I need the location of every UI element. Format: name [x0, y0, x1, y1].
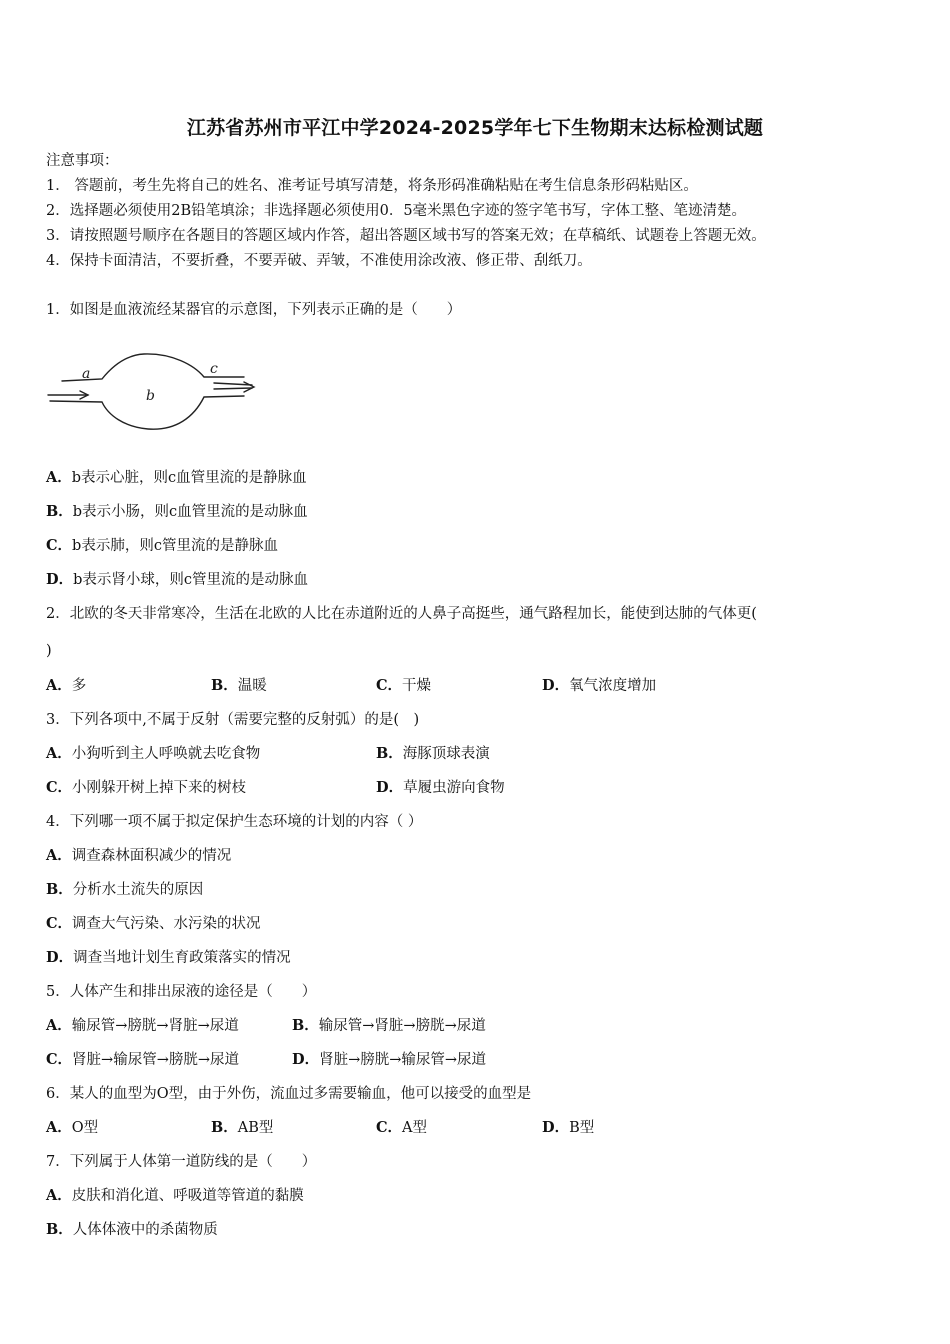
- option-label: A．: [46, 847, 72, 864]
- q4-option-b: [46, 880, 203, 900]
- option-label: D．: [46, 571, 74, 588]
- option-text: b表示心脏，则c血管里流的是静脉血: [71, 470, 307, 486]
- notice-item: 3．请按照题号顺序在各题目的答题区域内作答，超出答题区域书写的答案无效；在草稿纸、试题卷上答题无效。: [46, 228, 766, 244]
- option-text: 皮肤和消化道、呼吸道等管道的黏膜: [71, 1188, 304, 1204]
- notice-item: 4．保持卡面清洁，不要折叠，不要弄破、弄皱，不准使用涂改液、修正带、刮纸刀。: [46, 253, 592, 269]
- q3-option-c: [46, 778, 246, 798]
- option-text: 分析水土流失的原因: [72, 882, 204, 898]
- question-7-stem: 7．下列属于人体第一道防线的是（ ）: [46, 1154, 317, 1170]
- outflow-arrow-head: [244, 382, 254, 392]
- q7-option-a: [46, 1186, 304, 1206]
- q1-option-d: [46, 570, 308, 590]
- option-label: D．: [542, 677, 570, 694]
- q1-option-a: [46, 468, 307, 488]
- option-text: 氧气浓度增加: [569, 678, 657, 694]
- option-text: 温暖: [237, 678, 267, 694]
- q3-option-d: [376, 778, 505, 798]
- option-label: D．: [542, 1119, 570, 1136]
- q5-option-c: [46, 1050, 239, 1070]
- option-label: D．: [376, 779, 404, 796]
- figure-label-a: a: [82, 366, 91, 382]
- option-label: C．: [46, 915, 73, 932]
- option-text: 小狗听到主人呼唤就去吃食物: [71, 746, 261, 762]
- q2-option-c: [376, 676, 431, 696]
- option-text: 肾脏→输尿管→膀胱→尿道: [72, 1052, 239, 1068]
- option-label: C．: [376, 677, 403, 694]
- option-text: 人体体液中的杀菌物质: [72, 1222, 218, 1238]
- option-label: B．: [46, 881, 73, 898]
- q5-option-d: [292, 1050, 486, 1070]
- option-text: 调查当地计划生育政策落实的情况: [73, 950, 291, 966]
- option-text: 调查大气污染、水污染的状况: [72, 916, 261, 932]
- question-2-stem: 2．北欧的冬天非常寒冷，生活在北欧的人比在赤道附近的人鼻子高挺些，通气路程加长，能使到达肺的气体更(: [46, 606, 757, 622]
- option-text: b表示肺，则c管里流的是静脉血: [72, 538, 278, 554]
- question-3-stem: 3．下列各项中,不属于反射（需要完整的反射弧）的是( ): [46, 712, 420, 728]
- q1-option-c: [46, 536, 278, 556]
- q3-option-a: [46, 744, 260, 764]
- q5-option-b: [292, 1016, 486, 1036]
- q2-option-a: [46, 676, 86, 696]
- blood-flow-organ-diagram: [44, 345, 259, 435]
- figure-label-c: c: [210, 361, 218, 377]
- option-label: C．: [46, 1051, 73, 1068]
- q4-option-c: [46, 914, 261, 934]
- q6-option-a: [46, 1118, 98, 1138]
- q6-option-d: [542, 1118, 594, 1138]
- q4-option-a: [46, 846, 231, 866]
- option-label: A．: [46, 1017, 72, 1034]
- q5-option-a: [46, 1016, 239, 1036]
- option-label: D．: [46, 949, 74, 966]
- question-2-stem-continued: ): [46, 643, 52, 659]
- option-label: B．: [211, 1119, 238, 1136]
- option-text: b表示肾小球，则c管里流的是动脉血: [73, 572, 308, 588]
- question-4-stem: 4．下列哪一项不属于拟定保护生态环境的计划的内容（ ）: [46, 814, 423, 830]
- option-text: AB型: [237, 1120, 274, 1136]
- option-label: A．: [46, 469, 72, 486]
- option-text: O型: [71, 1120, 99, 1136]
- question-1-stem: 1．如图是血液流经某器官的示意图，下列表示正确的是（ ）: [46, 302, 462, 318]
- notice-heading: 注意事项：: [46, 153, 119, 169]
- option-text: 干燥: [402, 678, 432, 694]
- notice-item: 1． 答题前，考生先将自己的姓名、准考证号填写清楚，将条形码准确粘贴在考生信息条形码粘贴区。: [46, 178, 698, 194]
- q7-option-b: [46, 1220, 218, 1240]
- q3-option-b: [376, 744, 490, 764]
- option-text: 多: [71, 678, 87, 694]
- q1-option-b: [46, 502, 308, 522]
- question-5-stem: 5．人体产生和排出尿液的途径是（ ）: [46, 984, 317, 1000]
- q2-option-d: [542, 676, 656, 696]
- option-text: 草履虫游向食物: [403, 780, 505, 796]
- option-label: B．: [292, 1017, 319, 1034]
- option-text: B型: [569, 1120, 595, 1136]
- option-text: b表示小肠，则c血管里流的是动脉血: [72, 504, 308, 520]
- option-label: B．: [46, 503, 73, 520]
- option-text: 输尿管→肾脏→膀胱→尿道: [318, 1018, 486, 1034]
- option-label: D．: [292, 1051, 320, 1068]
- option-label: C．: [46, 779, 73, 796]
- page-title: 江苏省苏州市平江中学2024-2025学年七下生物期末达标检测试题: [186, 117, 764, 139]
- question-6-stem: 6．某人的血型为O型，由于外伤，流血过多需要输血，他可以接受的血型是: [46, 1086, 532, 1102]
- option-label: B．: [376, 745, 403, 762]
- q4-option-d: [46, 948, 291, 968]
- outflow-arrow-line-2: [214, 388, 252, 389]
- q6-option-b: [211, 1118, 273, 1138]
- notice-item: 2．选择题必须使用2B铅笔填涂；非选择题必须使用0．5毫米黑色字迹的签字笔书写，字体工整、笔迹清楚。: [46, 203, 747, 219]
- option-label: C．: [46, 537, 73, 554]
- option-label: C．: [376, 1119, 403, 1136]
- option-label: B．: [211, 677, 238, 694]
- option-text: 海豚顶球表演: [402, 746, 490, 762]
- option-label: A．: [46, 677, 72, 694]
- option-label: A．: [46, 745, 72, 762]
- option-label: A．: [46, 1187, 72, 1204]
- option-text: 小刚躲开树上掉下来的树枝: [72, 780, 247, 796]
- q6-option-c: [376, 1118, 427, 1138]
- figure-label-b: b: [146, 388, 155, 404]
- q2-option-b: [211, 676, 267, 696]
- option-text: 输尿管→膀胱→肾脏→尿道: [71, 1018, 239, 1034]
- option-label: B．: [46, 1221, 73, 1238]
- option-text: A型: [402, 1120, 428, 1136]
- option-text: 调查森林面积减少的情况: [71, 848, 232, 864]
- option-text: 肾脏→膀胱→输尿管→尿道: [319, 1052, 487, 1068]
- option-label: A．: [46, 1119, 72, 1136]
